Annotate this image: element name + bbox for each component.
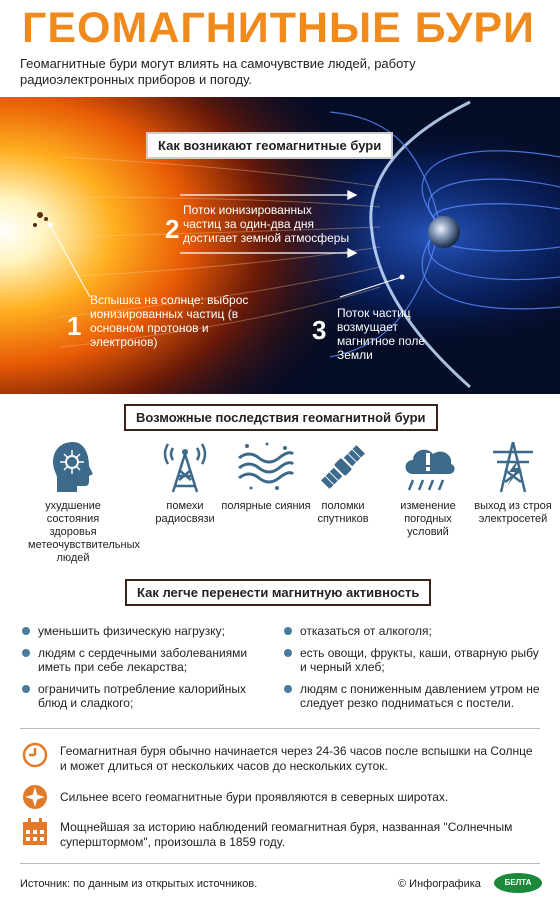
page-subtitle: Геомагнитные бури могут влиять на самочувствие людей, работу радиоэлектронных приборов и погоду.	[20, 56, 416, 87]
step-3-number: 3	[312, 315, 327, 345]
fact-superstorm	[22, 818, 542, 852]
clock-icon	[22, 742, 48, 768]
tips-left-list	[20, 624, 270, 718]
tip-item: есть овощи, фрукты, каши, отварную рыбу и черный хлеб;	[282, 646, 544, 674]
consequence-label: ухудшение состояния здоровья метеочувствительных людей	[28, 500, 140, 564]
fact-text: Геомагнитная буря обычно начинается через 24-36 часов после вспышки на Солнце и может длиться от нескольких часов до нескольких суток.	[60, 744, 533, 773]
step-1-number: 1	[67, 311, 82, 341]
step-1-text: Вспышка на солнце: выброс ионизированных частиц (в основном протонов и электронов)	[90, 293, 249, 349]
compass-icon	[22, 784, 48, 810]
calendar-icon	[22, 818, 48, 846]
consequence-power	[468, 440, 558, 526]
consequence-satellite	[298, 440, 388, 526]
step-3-text: Поток частиц возмущает магнитное поле Земли	[337, 306, 426, 362]
consequence-weather	[383, 440, 473, 539]
credit-note: © Инфографика	[398, 878, 481, 890]
page-title: ГЕОМАГНИТНЫЕ БУРИ	[22, 4, 535, 52]
consequence-label: поломки спутников	[317, 500, 369, 525]
radio-tower-icon	[163, 440, 207, 494]
consequence-label: выход из строя электросетей	[474, 500, 552, 525]
tip-item: уменьшить физическую нагрузку;	[20, 624, 270, 638]
step-2-text: Поток ионизированных частиц за один-два дня достигает земной атмосферы	[183, 203, 350, 245]
consequences-heading: Возможные последствия геомагнитной бури	[124, 404, 438, 431]
consequence-label: полярные сияния	[221, 500, 311, 512]
power-tower-icon	[489, 440, 537, 494]
divider	[20, 863, 540, 864]
divider	[20, 728, 540, 729]
step-2-number: 2	[165, 214, 180, 244]
fact-text: Мощнейшая за историю наблюдений геомагнитная буря, названная "Солнечным суперштормом", произошла в 1859 году.	[60, 820, 513, 849]
head-icon	[47, 440, 99, 494]
consequence-label: изменение погодных условий	[400, 500, 456, 538]
satellite-icon	[316, 440, 370, 494]
tip-item: отказаться от алкоголя;	[282, 624, 544, 638]
consequence-label: помехи радиосвязи	[155, 500, 215, 525]
consequence-radio	[140, 440, 230, 526]
tips-right-list	[282, 624, 544, 718]
tip-item: людям с сердечными заболеваниями иметь при себе лекарства;	[20, 646, 270, 674]
weather-cloud-icon	[399, 440, 457, 494]
fact-text: Сильнее всего геомагнитные бури проявляются в северных широтах.	[60, 790, 449, 804]
source-note: Источник: по данным из открытых источников.	[20, 878, 258, 890]
earth-icon	[428, 216, 460, 248]
belta-logo: БЕЛТА	[494, 873, 542, 893]
tip-item: людям с пониженным давлением утром не следует резко подниматься с постели.	[282, 682, 544, 710]
tips-heading: Как легче перенести магнитную активность	[125, 579, 431, 606]
tip-item: ограничить потребление калорийных блюд и сладкого;	[20, 682, 270, 710]
fact-duration	[22, 742, 542, 776]
hero-heading: Как возникают геомагнитные бури	[146, 132, 393, 159]
consequence-health	[28, 440, 140, 565]
fact-latitudes	[22, 784, 542, 812]
aurora-icon	[237, 440, 295, 494]
